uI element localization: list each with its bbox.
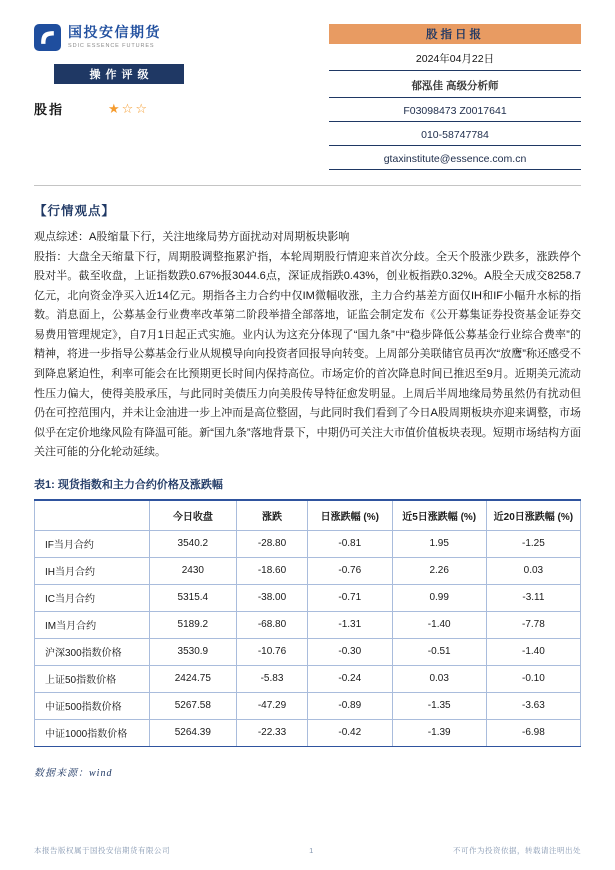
value-cell: -0.71 (307, 584, 392, 611)
table-row (35, 638, 581, 665)
row-label-cell: IF当月合约 (35, 530, 150, 557)
value-cell: 5189.2 (149, 611, 236, 638)
value-cell: 3540.2 (149, 530, 236, 557)
table-row (35, 584, 581, 611)
value-cell: -3.63 (486, 692, 580, 719)
value-cell: 0.03 (486, 557, 580, 584)
header-20day-pct: 近20日涨跌幅 (%) (486, 500, 580, 531)
value-cell: -38.00 (237, 584, 308, 611)
company-logo-icon (34, 24, 61, 51)
company-logo (34, 24, 294, 51)
value-cell: -1.39 (392, 719, 486, 746)
company-name-en: SDIC ESSENCE FUTURES (68, 42, 155, 49)
value-cell: -5.83 (237, 665, 308, 692)
analyst-codes: F03098473 Z0017641 (329, 98, 581, 122)
row-label-cell: 沪深300指数价格 (35, 638, 150, 665)
body-paragraph: 股指：大盘全天缩量下行，周期股调整拖累沪指，本轮周期股行情迎来首次分歧。全天个股涨少跌多，涨跌停个股对半。截至收盘，上证指数跌0.67%报3044.6点，深证成指跌0.43%，创业板指跌0.32%。A股全天成交8258.7亿元，北向资金净买入近14亿元。期指各主力合约中仅IM微幅收涨，主力合约基差方面仅IH和IF小幅升水标的指数。消息面上，公募基金行业费率改革第二阶段举措全部落地，证监会制定发布《公开募集证券投资基金证券交易费用管理规定》，自7月1日起正式实施。业内认为这充分体现了“国九条”中“稳步降低公募基金行业综合费率”的精神，将进一步指导公募基金行业从规模导向向投资者回报导向转变。上周部分美联储官员再次“放鹰”称还感受不到降息紧迫性，利率可能会在比预期更长时间内保持高位。市场定价的首次降息时间已推迟至9月。近期美元流动性压力偏大，使得美股承压，与此同时美债压力向美股传导特征愈发明显。上周后半周地缘局势虽然仍有扰动但仍在可控范围内，并未让金油进一步上冲而是高位整固，与此同时我们看到了今日A股周期板块亦迎来调整，市场似乎在定价地缘风险有降温可能。新“国九条”落地背景下，中期仍可关注大市值价值板块表现。短期市场结构方面关注可能的分化轮动延续。 (34, 250, 581, 459)
instrument-label: 股指 (34, 102, 65, 117)
value-cell: 5315.4 (149, 584, 236, 611)
price-table-body (35, 530, 581, 746)
value-cell: 2.26 (392, 557, 486, 584)
row-label-cell: 上证50指数价格 (35, 665, 150, 692)
instrument-row (34, 99, 294, 118)
value-cell: 2430 (149, 557, 236, 584)
value-cell: -1.35 (392, 692, 486, 719)
page-footer (34, 845, 581, 856)
value-cell: 5264.39 (149, 719, 236, 746)
section-title: 【行情观点】 (34, 204, 116, 218)
value-cell: -1.25 (486, 530, 580, 557)
value-cell: -1.40 (392, 611, 486, 638)
value-cell: -6.98 (486, 719, 580, 746)
report-date: 2024年04月22日 (329, 44, 581, 71)
row-label-cell: IM当月合约 (35, 611, 150, 638)
value-cell: -3.11 (486, 584, 580, 611)
table-row (35, 719, 581, 746)
row-label-cell: 中证1000指数价格 (35, 719, 150, 746)
row-label-cell: IC当月合约 (35, 584, 150, 611)
company-name-cn: 国投安信期货 (68, 24, 161, 40)
header-today-close: 今日收盘 (149, 500, 236, 531)
value-cell: -0.42 (307, 719, 392, 746)
value-cell: -22.33 (237, 719, 308, 746)
value-cell: -0.89 (307, 692, 392, 719)
value-cell: -10.76 (237, 638, 308, 665)
value-cell: -0.51 (392, 638, 486, 665)
summary-paragraph: 观点综述：A股缩量下行，关注地缘局势方面扰动对周期板块影响 (34, 231, 350, 243)
table-row (35, 557, 581, 584)
data-source: 数据来源：wind (34, 767, 113, 779)
header-divider (34, 185, 581, 186)
value-cell: -18.60 (237, 557, 308, 584)
page-number: 1 (309, 846, 314, 855)
header-day-pct: 日涨跌幅 (%) (307, 500, 392, 531)
price-table (34, 499, 581, 747)
value-cell: 5267.58 (149, 692, 236, 719)
row-label-cell: 中证500指数价格 (35, 692, 150, 719)
table-row (35, 692, 581, 719)
header-blank-cell (35, 500, 150, 531)
header-change: 涨跌 (237, 500, 308, 531)
value-cell: 0.03 (392, 665, 486, 692)
value-cell: -1.31 (307, 611, 392, 638)
value-cell: -0.76 (307, 557, 392, 584)
value-cell: 2424.75 (149, 665, 236, 692)
footer-copyright: 本报告版权属于国投安信期货有限公司 (34, 846, 170, 855)
table-header-row (35, 500, 581, 531)
row-label-cell: IH当月合约 (35, 557, 150, 584)
value-cell: -0.24 (307, 665, 392, 692)
value-cell: -28.80 (237, 530, 308, 557)
report-title-banner: 股指日报 (329, 24, 581, 44)
value-cell: 1.95 (392, 530, 486, 557)
value-cell: -1.40 (486, 638, 580, 665)
value-cell: -68.80 (237, 611, 308, 638)
table-row (35, 530, 581, 557)
value-cell: -0.10 (486, 665, 580, 692)
analyst-name: 郁泓佳 高级分析师 (329, 71, 581, 98)
value-cell: -47.29 (237, 692, 308, 719)
value-cell: 3530.9 (149, 638, 236, 665)
analyst-phone: 010-58747784 (329, 122, 581, 146)
report-header (34, 24, 581, 170)
value-cell: -0.81 (307, 530, 392, 557)
table-title: 表1: 现货指数和主力合约价格及涨跌幅 (34, 478, 223, 491)
value-cell: 0.99 (392, 584, 486, 611)
star-rating: ★☆☆ (108, 100, 149, 116)
value-cell: -0.30 (307, 638, 392, 665)
header-5day-pct: 近5日涨跌幅 (%) (392, 500, 486, 531)
table-row (35, 665, 581, 692)
value-cell: -7.78 (486, 611, 580, 638)
rating-box: 操作评级 (54, 64, 184, 84)
table-row (35, 611, 581, 638)
footer-disclaimer: 不可作为投资依据，转载请注明出处 (452, 846, 581, 855)
analyst-email: gtaxinstitute@essence.com.cn (329, 146, 581, 170)
